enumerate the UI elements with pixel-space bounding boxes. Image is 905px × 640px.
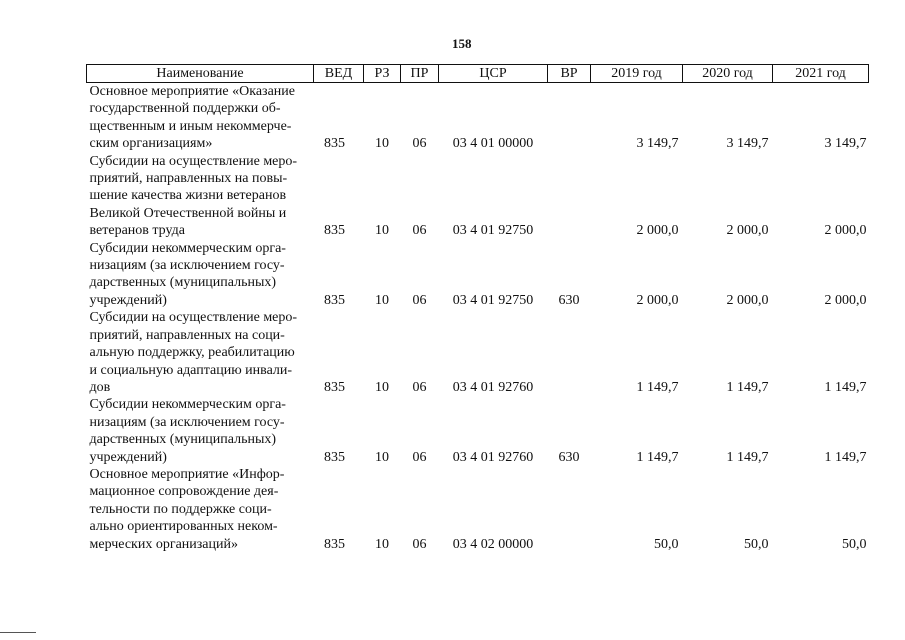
row-y2020: 2 000,0 <box>726 223 769 239</box>
row-name-line: Основное мероприятие «Инфор- <box>89 466 285 482</box>
row-ved: 835 <box>324 223 345 239</box>
row-name <box>87 83 314 153</box>
row-rz: 10 <box>375 292 389 308</box>
row-name-line: Субсидии на осуществление меро- <box>89 310 298 326</box>
row-csr: 03 4 01 92760 <box>452 379 534 395</box>
row-name-line: Субсидии некоммерческим орга- <box>89 240 286 256</box>
row-name-line: шение качества жизни ветеранов <box>89 188 287 204</box>
row-y2021: 50,0 <box>842 536 867 552</box>
header-2020: 2020 год <box>683 65 773 83</box>
row-csr: 03 4 01 00000 <box>452 136 534 152</box>
row-name-line: дарственных (муниципальных) <box>89 275 277 291</box>
row-y2020: 1 149,7 <box>726 449 769 465</box>
margin-mark <box>0 632 36 633</box>
row-vr: 630 <box>558 449 580 465</box>
row-name-line: государственной поддержки об- <box>89 101 281 117</box>
row-pr: 06 <box>412 449 427 465</box>
row-name-line: и социальную адаптацию инвали- <box>89 362 293 378</box>
row-name-line: Великой Отечественной войны и <box>89 205 287 221</box>
row-name-line: ветеранов труда <box>89 223 185 239</box>
row-vr <box>548 153 591 240</box>
row-name <box>87 153 314 240</box>
row-name-line: дарственных (муниципальных) <box>89 432 277 448</box>
row-name-line: ально ориентированных неком- <box>89 519 278 535</box>
row-y2019: 1 149,7 <box>636 449 679 465</box>
row-y2019: 3 149,7 <box>636 136 679 152</box>
row-y2019: 2 000,0 <box>636 292 679 308</box>
table-body <box>87 83 869 553</box>
row-vr <box>548 83 591 153</box>
row-y2021: 2 000,0 <box>824 223 867 239</box>
row-pr: 06 <box>412 379 427 395</box>
table-row <box>87 153 869 240</box>
table-row <box>87 396 869 466</box>
header-ved: ВЕД <box>314 65 364 83</box>
row-name-line: учреждений) <box>89 292 167 308</box>
row-y2021: 1 149,7 <box>824 449 867 465</box>
row-name-line: Основное мероприятие «Оказание <box>89 84 295 99</box>
header-pr: ПР <box>401 65 439 83</box>
row-csr: 03 4 01 92760 <box>452 449 534 465</box>
row-rz: 10 <box>375 536 389 552</box>
row-ved: 835 <box>324 136 345 152</box>
row-name <box>87 396 314 466</box>
row-y2020: 2 000,0 <box>726 292 769 308</box>
budget-table <box>86 64 869 553</box>
header-2019: 2019 год <box>591 65 683 83</box>
row-name-line: учреждений) <box>89 449 167 465</box>
row-vr: 630 <box>558 292 580 308</box>
table-row <box>87 240 869 310</box>
row-rz: 10 <box>375 136 389 152</box>
row-name-line: низациям (за исключением госу- <box>89 258 285 274</box>
row-name-line: щественным и иным некоммерче- <box>89 118 292 134</box>
table-row <box>87 83 869 153</box>
table-header-row <box>87 65 869 83</box>
row-name-line: мационное сопровождение дея- <box>89 484 279 500</box>
header-rz: РЗ <box>364 65 401 83</box>
row-name <box>87 466 314 553</box>
row-name-line: альную поддержку, реабилитацию <box>89 345 295 361</box>
row-rz: 10 <box>375 379 389 395</box>
row-name-line: Субсидии некоммерческим орга- <box>89 397 286 413</box>
page-number: 158 <box>452 36 472 51</box>
row-name-line: ским организациям» <box>89 136 213 152</box>
row-ved: 835 <box>324 379 345 395</box>
row-pr: 06 <box>412 536 427 552</box>
row-name <box>87 240 314 310</box>
row-rz: 10 <box>375 449 389 465</box>
row-csr: 03 4 02 00000 <box>452 536 534 552</box>
row-name-line: мерческих организаций» <box>89 536 238 552</box>
row-name-line: приятий, направленных на соци- <box>89 327 285 343</box>
row-pr: 06 <box>412 223 427 239</box>
row-y2021: 3 149,7 <box>824 136 867 152</box>
row-name-line: тельности по поддержке соци- <box>89 501 272 517</box>
row-rz: 10 <box>375 223 389 239</box>
row-name-line: Субсидии на осуществление меро- <box>89 153 298 169</box>
row-vr <box>548 309 591 396</box>
row-name <box>87 309 314 396</box>
row-y2019: 50,0 <box>654 536 679 552</box>
row-y2021: 1 149,7 <box>824 379 867 395</box>
row-y2019: 1 149,7 <box>636 379 679 395</box>
header-vr: ВР <box>548 65 591 83</box>
row-y2020: 1 149,7 <box>726 379 769 395</box>
header-csr: ЦСР <box>439 65 548 83</box>
header-name: Наименование <box>87 65 314 83</box>
header-2021: 2021 год <box>773 65 869 83</box>
row-ved: 835 <box>324 449 345 465</box>
row-vr <box>548 466 591 553</box>
row-name-line: дов <box>89 379 111 395</box>
row-y2021: 2 000,0 <box>824 292 867 308</box>
row-csr: 03 4 01 92750 <box>452 223 534 239</box>
row-pr: 06 <box>412 136 427 152</box>
row-csr: 03 4 01 92750 <box>452 292 534 308</box>
row-name-line: низациям (за исключением госу- <box>89 414 285 430</box>
row-y2019: 2 000,0 <box>636 223 679 239</box>
row-pr: 06 <box>412 292 427 308</box>
row-y2020: 50,0 <box>744 536 769 552</box>
row-name-line: приятий, направленных на повы- <box>89 171 288 187</box>
row-y2020: 3 149,7 <box>726 136 769 152</box>
row-ved: 835 <box>324 292 345 308</box>
table-row <box>87 466 869 553</box>
row-ved: 835 <box>324 536 345 552</box>
table-row <box>87 309 869 396</box>
